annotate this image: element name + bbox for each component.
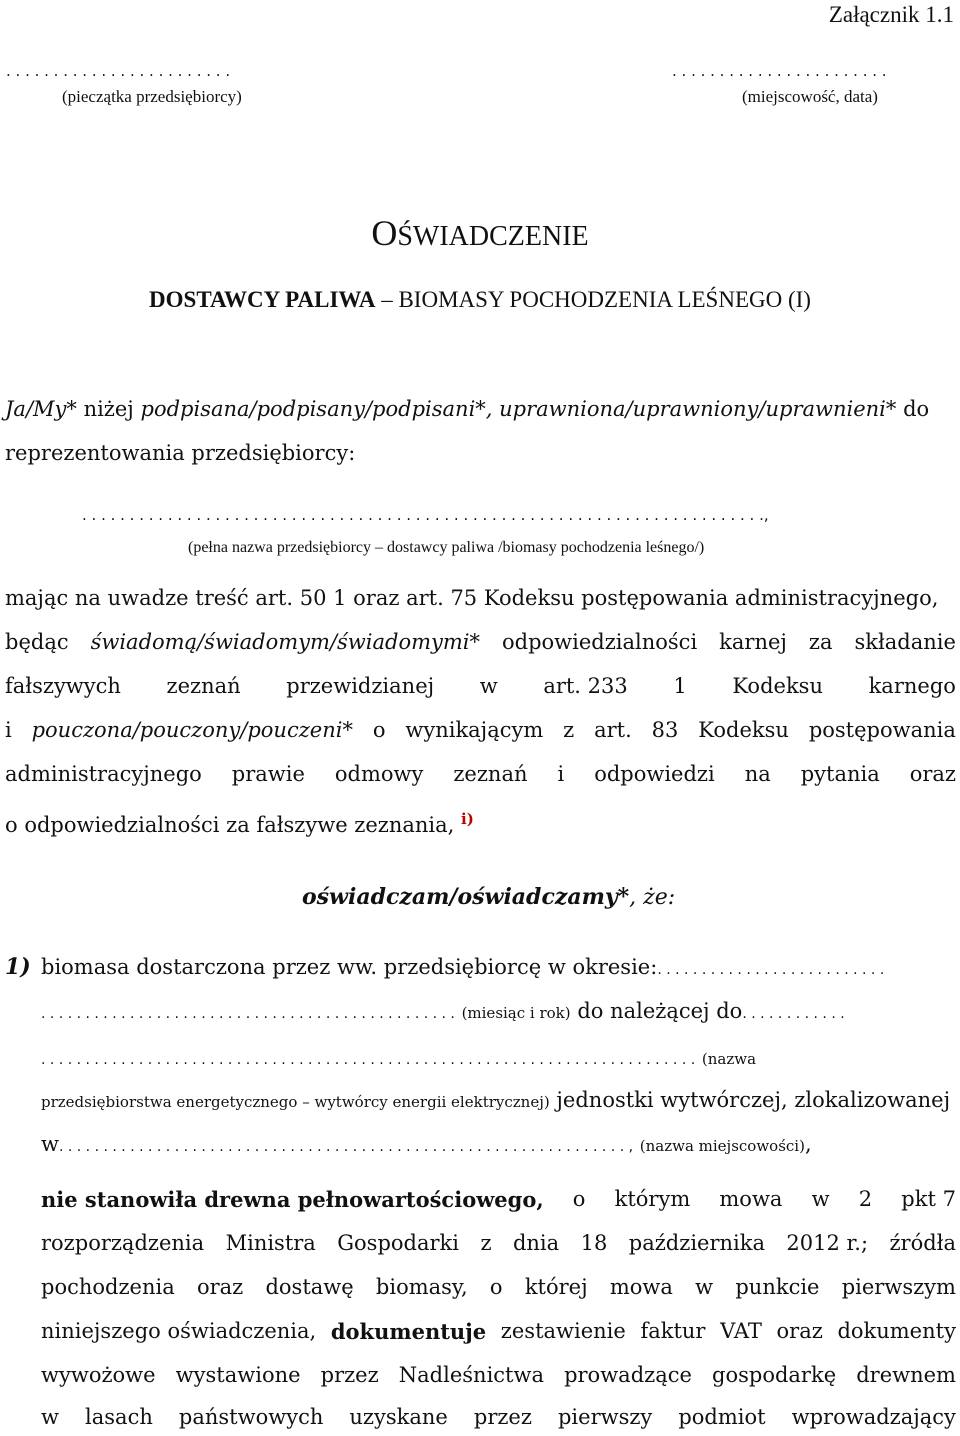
word: o xyxy=(489,1275,503,1299)
item-1-line-1 xyxy=(41,955,884,979)
item-1-unit-text: jednostki wytwórczej, zlokalizowanej xyxy=(556,1088,951,1112)
item-1-line-2 xyxy=(41,999,845,1023)
word: 1 xyxy=(673,674,687,698)
word: biomasy, xyxy=(375,1275,468,1299)
place-label: (miejscowość, data) xyxy=(742,87,878,106)
company-name-dots: . . . . . . . . . . . . . . . . . . . . . . . . . . . . . . . . . . . . . . . . . . . . . . . . . . . . . . . . . . . . . . . . . . . . . . . ., xyxy=(82,506,769,524)
enterprise-dots: . . . . . . . . . . . . xyxy=(742,1006,845,1022)
word: Kodeksu xyxy=(732,674,823,698)
word: punkcie xyxy=(735,1275,820,1299)
word: której xyxy=(524,1275,588,1299)
word: zestawienie xyxy=(500,1319,626,1343)
word: pytania xyxy=(800,762,880,786)
word: przez xyxy=(473,1405,532,1429)
title-rest: ŚWIADCZENIE xyxy=(397,221,589,252)
word: będąc xyxy=(5,630,69,654)
declaration-bold: oświadczam/oświadczamy* xyxy=(302,884,630,910)
comma: , xyxy=(804,1132,812,1156)
document-subtitle xyxy=(0,287,960,313)
word: odpowiedzi xyxy=(594,762,715,786)
word: mowa xyxy=(609,1275,673,1299)
word: dostawę xyxy=(265,1275,354,1299)
intro-ja-my: Ja/My* xyxy=(5,397,77,421)
enterprise-label: przedsiębiorstwa energetycznego – wytwórcy energii elektrycznej) xyxy=(41,1093,550,1111)
word: wystawione xyxy=(175,1363,301,1387)
company-name-label: (pełna nazwa przedsiębiorcy – dostawcy paliwa /biomasy pochodzenia leśnego/) xyxy=(188,539,705,556)
intro-do: do xyxy=(896,397,930,421)
word: VAT xyxy=(720,1319,762,1343)
word: lasach xyxy=(85,1405,153,1429)
word: drewnem xyxy=(856,1363,956,1387)
para-line-1 xyxy=(5,586,957,610)
word: karnej xyxy=(719,630,787,654)
word: z xyxy=(480,1231,492,1255)
word: uzyskane xyxy=(349,1405,448,1429)
word: niniejszego oświadczenia, xyxy=(41,1319,317,1343)
intro-podpisani: podpisana/podpisany/podpisani*, uprawniona/uprawniony/uprawnieni* xyxy=(140,397,897,421)
enterprise-label-start: (nazwa xyxy=(701,1050,757,1068)
word: i xyxy=(5,718,12,742)
intro-line-1 xyxy=(5,397,929,421)
word: postępowania xyxy=(808,718,956,742)
word: administracyjnego xyxy=(5,762,202,786)
word: źródła xyxy=(889,1231,956,1255)
word: wywożowe xyxy=(41,1363,156,1387)
word: i xyxy=(557,762,565,786)
word: Ministra xyxy=(225,1231,316,1255)
para-line-2 xyxy=(5,630,956,654)
item-1-para-1 xyxy=(41,1187,956,1212)
item-1-para-6 xyxy=(41,1405,956,1429)
locality-label: (nazwa miejscowości) xyxy=(639,1137,805,1155)
para-line-3 xyxy=(5,674,956,698)
word: o xyxy=(572,1187,586,1211)
document-title xyxy=(0,212,960,254)
word: Nadleśnictwa xyxy=(398,1363,544,1387)
word: pierwszy xyxy=(557,1405,653,1429)
word: składanie xyxy=(854,630,956,654)
word: pkt 7 xyxy=(901,1187,956,1211)
word: 2 xyxy=(858,1187,873,1211)
declaration-rest: , że: xyxy=(629,885,676,910)
intro-line-2: reprezentowania przedsiębiorcy: xyxy=(5,441,356,465)
word: oraz xyxy=(196,1275,244,1299)
item-1-period-text: biomasa dostarczona przez ww. przedsiębiorcę w okresie: xyxy=(41,955,658,979)
word: mowa xyxy=(719,1187,783,1211)
declaration-heading xyxy=(302,884,675,910)
word: w xyxy=(811,1187,830,1211)
word: prawie xyxy=(231,762,305,786)
item-1-line-4 xyxy=(41,1088,950,1112)
item-1-para-2 xyxy=(41,1231,956,1255)
enterprise-dots-2: . . . . . . . . . . . . . . . . . . . . . . . . . . . . . . . . . . . . . . . . . . . . . . . . . . . . . . . . . . . . . . . . . . . . . . . . . . xyxy=(41,1052,696,1068)
word: dnia xyxy=(512,1231,560,1255)
word: dokumentuje xyxy=(330,1319,487,1344)
word: z xyxy=(563,718,575,742)
word: Gospodarki xyxy=(337,1231,459,1255)
word: wprowadzający xyxy=(791,1405,956,1429)
word: na xyxy=(744,762,771,786)
word: 18 xyxy=(580,1231,608,1255)
subtitle-bold: DOSTAWCY PALIWA xyxy=(149,287,376,312)
para-line-6 xyxy=(5,810,474,837)
period-dots-2: . . . . . . . . . . . . . . . . . . . . . . . . . . . . . . . . . . . . . . . . . . . . . . . xyxy=(41,1006,455,1022)
word: przewidzianej xyxy=(286,674,435,698)
word: świadomą/świadomym/świadomymi* xyxy=(90,630,480,654)
word: października xyxy=(628,1231,765,1255)
item-1-para-4 xyxy=(41,1319,956,1344)
intro-nizej: niżej xyxy=(76,397,141,421)
item-1-belonging-text: do należącej do xyxy=(577,999,743,1023)
word: prowadzące xyxy=(564,1363,692,1387)
para-line-4 xyxy=(5,718,956,742)
word: dokumenty xyxy=(837,1319,956,1343)
word: art. 233 xyxy=(543,674,628,698)
word: 83 xyxy=(651,718,679,742)
item-1-para-3 xyxy=(41,1275,956,1299)
word: pouczona/pouczony/pouczeni* xyxy=(31,718,353,742)
word: w xyxy=(41,1132,59,1156)
word: odmowy xyxy=(334,762,424,786)
word: oraz xyxy=(909,762,956,786)
word: przez xyxy=(320,1363,379,1387)
item-1-number: 1) xyxy=(5,954,31,980)
locality-dots: . . . . . . . . . . . . . . . . . . . . . . . . . . . . . . . . . . . . . . . . . . . . . . . . . . . . . . . . . . . . . . . . , xyxy=(58,1139,634,1155)
footnote-marker: i) xyxy=(461,810,474,828)
word: o xyxy=(372,718,386,742)
word: Kodeksu xyxy=(698,718,789,742)
word: zeznań xyxy=(453,762,528,786)
title-first-letter: O xyxy=(371,213,398,253)
para-line-1-text: mając na uwadze treść art. 50 1 oraz art. 75 Kodeksu postępowania administracyjnego, xyxy=(5,586,939,610)
word: 2012 r.; xyxy=(786,1231,869,1255)
period-dots: . . . . . . . . . . . . . . . . . . . . . . . . . . xyxy=(657,962,885,978)
item-1-line-5 xyxy=(41,1132,812,1156)
word: art. xyxy=(594,718,632,742)
word: państwowych xyxy=(178,1405,324,1429)
subtitle-rest: – BIOMASY POCHODZENIA LEŚNEGO (I) xyxy=(375,287,811,312)
month-year-label: (miesiąc i rok) xyxy=(461,1004,571,1022)
word: w xyxy=(41,1405,59,1429)
word: faktur xyxy=(640,1319,706,1343)
word: wynikającym xyxy=(405,718,544,742)
word: którym xyxy=(614,1187,691,1211)
para-line-6-text: o odpowiedzialności za fałszywe zeznania, xyxy=(5,813,455,837)
word: podmiot xyxy=(678,1405,766,1429)
word: rozporządzenia xyxy=(41,1231,205,1255)
word: w xyxy=(479,674,498,698)
item-1-para-5 xyxy=(41,1363,956,1387)
word: oraz xyxy=(776,1319,823,1343)
word: pierwszym xyxy=(841,1275,956,1299)
word: w xyxy=(695,1275,714,1299)
word: pochodzenia xyxy=(41,1275,175,1299)
stamp-dots: . . . . . . . . . . . . . . . . . . . . . . . . xyxy=(6,62,231,80)
word: nie stanowiła drewna pełnowartościowego, xyxy=(41,1187,544,1212)
word: karnego xyxy=(868,674,956,698)
item-1-line-3 xyxy=(41,1045,756,1069)
annex-label: Załącznik 1.1 xyxy=(828,2,954,27)
word: za xyxy=(808,630,833,654)
stamp-label: (pieczątka przedsiębiorcy) xyxy=(62,87,242,106)
word: odpowiedzialności xyxy=(501,630,698,654)
word: fałszywych xyxy=(5,674,121,698)
word: zeznań xyxy=(166,674,241,698)
place-dots: . . . . . . . . . . . . . . . . . . . . . . . xyxy=(672,62,887,80)
para-line-5 xyxy=(5,762,956,786)
word: gospodarkę xyxy=(712,1363,837,1387)
